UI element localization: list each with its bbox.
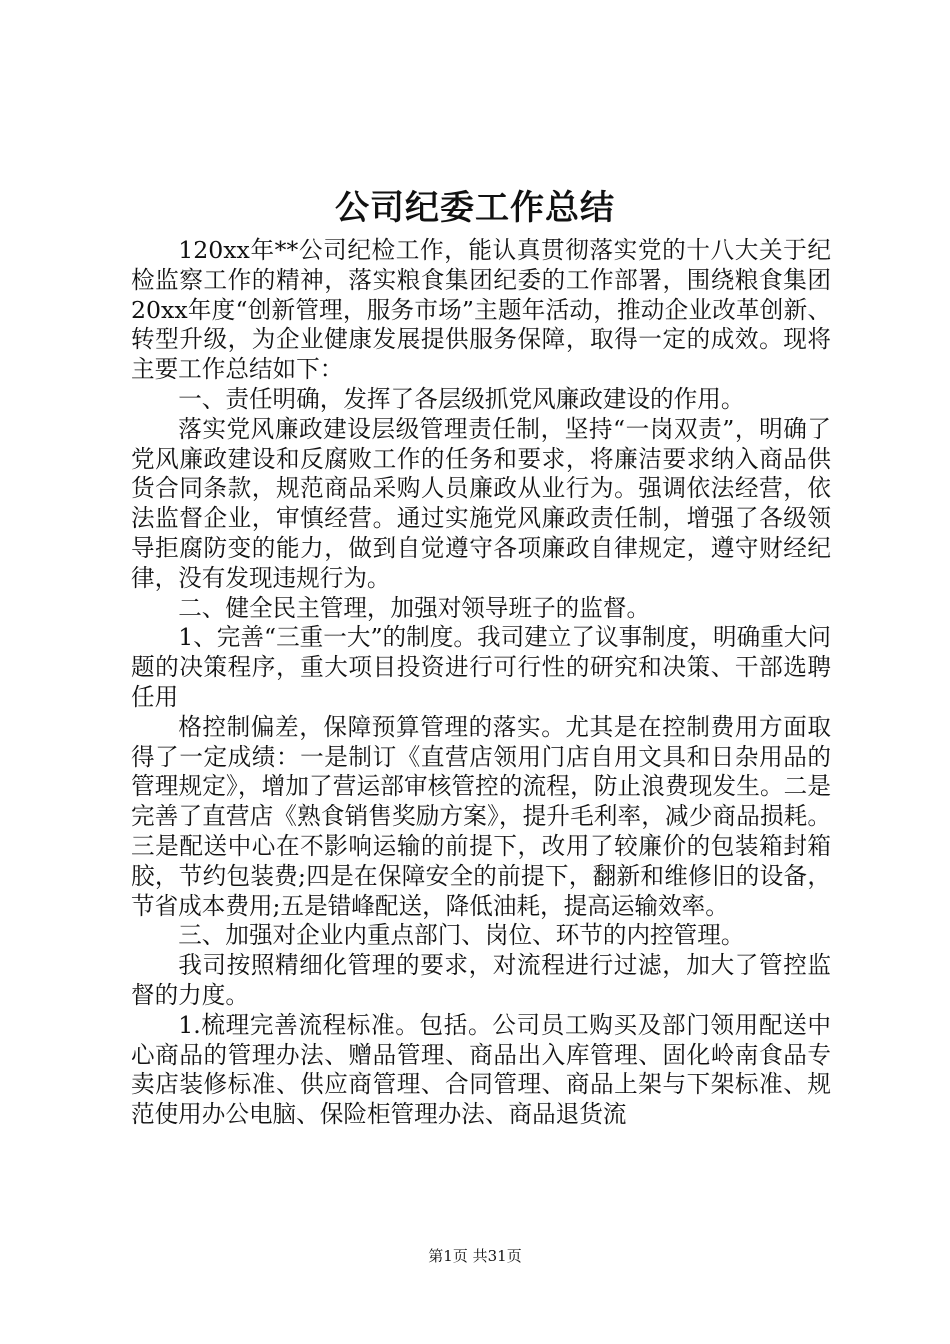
section-heading-2: 二、健全民主管理，加强对领导班子的监督。 [178,593,651,622]
paragraph-cost-control: 格控制偏差，保障预算管理的落实。尤其是在控制费用方面取得了一定成绩：一是制订《直营店领用门店自用文具和日杂用品的管理规定》，增加了营运部审核管控的流程，防止浪费现发生。二是完善了直营店《熟食销售奖励方案》，提升毛利率，减少商品损耗。三是配送中心在不影响运输的前提下，改用了较廉价的包装箱封箱胶，节约包装费;四是在保障安全的前提下，翻新和维修旧的设备，节省成本费用;五是错峰配送，降低油耗，提高运输效率。 [131,712,831,920]
section-heading-3: 三、加强对企业内重点部门、岗位、环节的内控管理。 [178,921,745,950]
document-title: 公司纪委工作总结 [335,188,615,228]
paragraph-three-major-one-large: 1、完善“三重一大”的制度。我司建立了议事制度，明确重大问题的决策程序，重大项目投资进行可行性的研究和决策、干部选聘任用 [131,623,831,711]
section-heading-1: 一、责任明确，发挥了各层级抓党风廉政建设的作用。 [178,384,745,413]
paragraph-responsibility: 落实党风廉政建设层级管理责任制，坚持“一岗双责”，明确了党风廉政建设和反腐败工作的任务和要求，将廉洁要求纳入商品供货合同条款，规范商品采购人员廉政从业行为。强调依法经营，依法监督企业，审慎经营。通过实施党风廉政责任制，增强了各级领导拒腐防变的能力，做到自觉遵守各项廉政自律规定，遵守财经纪律，没有发现违规行为。 [131,414,831,592]
paragraph-process-standards: 1.梳理完善流程标准。包括。公司员工购买及部门领用配送中心商品的管理办法、赠品管理、商品出入库管理、固化岭南食品专卖店装修标准、供应商管理、合同管理、商品上架与下架标准、规范使用办公电脑、保险柜管理办法、商品退货流 [131,1010,831,1129]
paragraph-intro: 120xx年**公司纪检工作，能认真贯彻落实党的十八大关于纪检监察工作的精神，落实粮食集团纪委的工作部署，围绕粮食集团20xx年度“创新管理，服务市场”主题年活动，推动企业改革创新、转型升级，为企业健康发展提供服务保障，取得一定的成效。现将主要工作总结如下： [131,236,831,384]
document-body [131,236,831,1130]
page-footer: 第1页 共31页 [428,1247,522,1265]
paragraph-refined-management: 我司按照精细化管理的要求，对流程进行过滤，加大了管控监督的力度。 [131,951,831,1009]
